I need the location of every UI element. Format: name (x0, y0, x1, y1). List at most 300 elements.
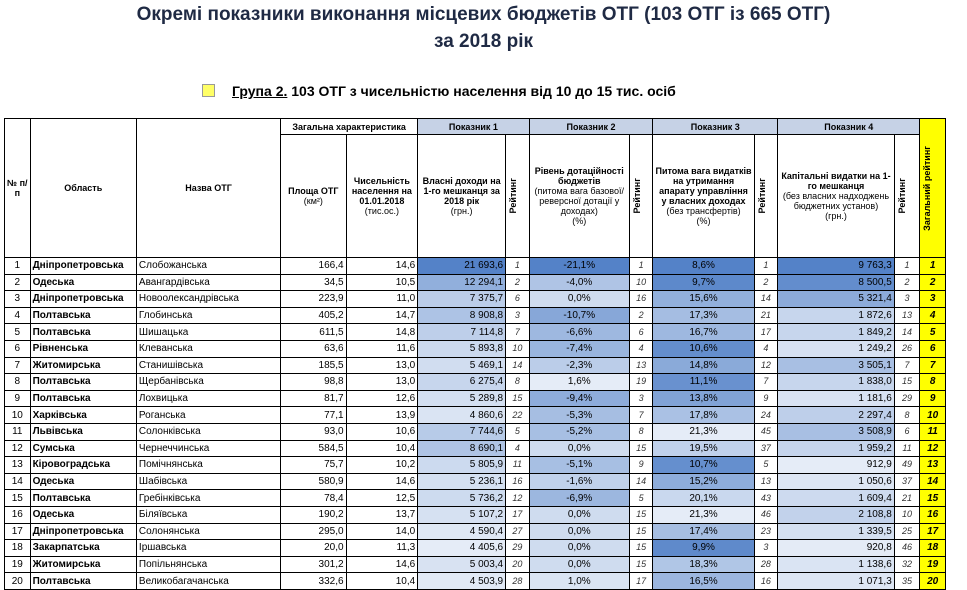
area-cell: 63,6 (281, 340, 346, 357)
admin-share-cell: 16,7% (653, 324, 754, 341)
capex-rating-cell: 35 (894, 573, 920, 590)
table-row (5, 540, 946, 557)
population-cell: 10,4 (346, 440, 418, 457)
own-income-cell: 4 590,4 (418, 523, 506, 540)
row-number: 17 (5, 523, 31, 540)
subsidy-rating-cell: 19 (629, 374, 653, 391)
admin-share-cell: 11,1% (653, 374, 754, 391)
population-cell: 11,0 (346, 291, 418, 308)
total-rating-cell: 2 (920, 274, 946, 291)
subsidy-rating-cell: 9 (629, 457, 653, 474)
header-subsidy-unit: (%) (572, 216, 587, 226)
header-population-label: Чисельність населення на 01.01.2018 (351, 176, 412, 206)
area-cell: 93,0 (281, 423, 346, 440)
own-income-cell: 5 107,2 (418, 506, 506, 523)
capex-cell: 912,9 (778, 457, 895, 474)
own-income-cell: 5 469,1 (418, 357, 506, 374)
header-admin-share (653, 135, 754, 258)
capex-cell: 1 849,2 (778, 324, 895, 341)
own-income-cell: 6 275,4 (418, 374, 506, 391)
table-row (5, 573, 946, 590)
row-number: 10 (5, 407, 31, 424)
population-cell: 10,6 (346, 423, 418, 440)
population-cell: 10,5 (346, 274, 418, 291)
own-income-rating-cell: 11 (506, 457, 530, 474)
row-number: 11 (5, 423, 31, 440)
admin-share-rating-cell: 17 (754, 324, 778, 341)
subsidy-rating-cell: 15 (629, 523, 653, 540)
subsidy-cell: -7,4% (529, 340, 629, 357)
admin-share-cell: 18,3% (653, 556, 754, 573)
capex-rating-cell: 29 (894, 390, 920, 407)
admin-share-cell: 10,6% (653, 340, 754, 357)
subsidy-cell: 0,0% (529, 440, 629, 457)
subsidy-cell: -6,9% (529, 490, 629, 507)
own-income-cell: 4 503,9 (418, 573, 506, 590)
table-row (5, 291, 946, 308)
capex-cell: 1 249,2 (778, 340, 895, 357)
row-number: 19 (5, 556, 31, 573)
area-cell: 584,5 (281, 440, 346, 457)
own-income-cell: 7 375,7 (418, 291, 506, 308)
oblast-cell: Полтавська (30, 490, 136, 507)
otg-name-cell: Роганська (136, 407, 280, 424)
otg-name-cell: Помічнянська (136, 457, 280, 474)
table-row (5, 357, 946, 374)
capex-cell: 1 181,6 (778, 390, 895, 407)
area-cell: 81,7 (281, 390, 346, 407)
capex-rating-cell: 46 (894, 540, 920, 557)
header-indicator-3: Показник 3 (653, 119, 778, 135)
own-income-cell: 4 405,6 (418, 540, 506, 557)
otg-name-cell: Слобожанська (136, 258, 280, 275)
subsidy-cell: 1,6% (529, 374, 629, 391)
own-income-rating-cell: 15 (506, 390, 530, 407)
group-color-marker (202, 84, 215, 97)
header-name: Назва ОТГ (136, 119, 280, 258)
otg-name-cell: Солонківська (136, 423, 280, 440)
own-income-rating-cell: 22 (506, 407, 530, 424)
admin-share-rating-cell: 12 (754, 357, 778, 374)
subsidy-cell: 0,0% (529, 523, 629, 540)
header-general: Загальна характеристика (281, 119, 418, 135)
subsidy-cell: 0,0% (529, 291, 629, 308)
total-rating-cell: 20 (920, 573, 946, 590)
subsidy-cell: -1,6% (529, 473, 629, 490)
area-cell: 332,6 (281, 573, 346, 590)
capex-cell: 1 609,4 (778, 490, 895, 507)
area-cell: 34,5 (281, 274, 346, 291)
header-total-rating-label: Загальний рейтинг (922, 145, 933, 231)
admin-share-cell: 15,2% (653, 473, 754, 490)
population-cell: 13,0 (346, 357, 418, 374)
admin-share-rating-cell: 3 (754, 540, 778, 557)
total-rating-cell: 9 (920, 390, 946, 407)
oblast-cell: Одеська (30, 506, 136, 523)
capex-rating-cell: 32 (894, 556, 920, 573)
header-subsidy-label: Рівень дотаційності бюджетів (534, 166, 624, 186)
own-income-cell: 7 744,6 (418, 423, 506, 440)
admin-share-rating-cell: 43 (754, 490, 778, 507)
table-row (5, 307, 946, 324)
otg-name-cell: Шишацька (136, 324, 280, 341)
own-income-rating-cell: 28 (506, 573, 530, 590)
subsidy-cell: -10,7% (529, 307, 629, 324)
group-text: 103 ОТГ з чисельністю населення від 10 до 15 тис. осіб (287, 83, 676, 99)
total-rating-cell: 5 (920, 324, 946, 341)
subsidy-cell: -4,0% (529, 274, 629, 291)
total-rating-cell: 12 (920, 440, 946, 457)
admin-share-cell: 9,9% (653, 540, 754, 557)
otg-name-cell: Біляївська (136, 506, 280, 523)
population-cell: 10,4 (346, 573, 418, 590)
header-indicator-2: Показник 2 (529, 119, 653, 135)
row-number: 6 (5, 340, 31, 357)
total-rating-cell: 7 (920, 357, 946, 374)
admin-share-rating-cell: 23 (754, 523, 778, 540)
capex-cell: 920,8 (778, 540, 895, 557)
capex-rating-cell: 6 (894, 423, 920, 440)
header-subsidy-note: (питома вага базової/ реверсної дотації у доходах) (534, 186, 624, 216)
row-number: 15 (5, 490, 31, 507)
subsidy-rating-cell: 10 (629, 274, 653, 291)
table-body (5, 258, 946, 590)
otg-name-cell: Чернеччинська (136, 440, 280, 457)
table-row (5, 473, 946, 490)
header-population-unit: (тис.ос.) (364, 206, 399, 216)
own-income-cell: 12 294,1 (418, 274, 506, 291)
table-row (5, 324, 946, 341)
oblast-cell: Харківська (30, 407, 136, 424)
own-income-rating-cell: 3 (506, 307, 530, 324)
admin-share-rating-cell: 28 (754, 556, 778, 573)
own-income-cell: 7 114,8 (418, 324, 506, 341)
oblast-cell: Дніпропетровська (30, 258, 136, 275)
subsidy-rating-cell: 3 (629, 390, 653, 407)
subsidy-cell: -5,3% (529, 407, 629, 424)
subsidy-rating-cell: 17 (629, 573, 653, 590)
own-income-rating-cell: 20 (506, 556, 530, 573)
header-own-income (418, 135, 506, 258)
population-cell: 10,2 (346, 457, 418, 474)
total-rating-cell: 14 (920, 473, 946, 490)
row-number: 12 (5, 440, 31, 457)
row-number: 5 (5, 324, 31, 341)
area-cell: 98,8 (281, 374, 346, 391)
header-population (346, 135, 418, 258)
otg-name-cell: Станишівська (136, 357, 280, 374)
header-rating-3-label: Рейтинг (756, 178, 767, 214)
oblast-cell: Полтавська (30, 307, 136, 324)
row-number: 18 (5, 540, 31, 557)
header-capex-unit: (грн.) (825, 211, 847, 221)
admin-share-cell: 10,7% (653, 457, 754, 474)
header-capex-label: Капітальні видатки на 1-го мешканця (781, 171, 891, 191)
header-rating-4 (894, 135, 920, 258)
table-row (5, 490, 946, 507)
total-rating-cell: 15 (920, 490, 946, 507)
header-area-unit: (км²) (303, 196, 323, 206)
own-income-cell: 5 893,8 (418, 340, 506, 357)
row-number: 9 (5, 390, 31, 407)
page-title: Окремі показники виконання місцевих бюджетів ОТГ (103 ОТГ із 665 ОТГ) (136, 4, 831, 25)
row-number: 16 (5, 506, 31, 523)
oblast-cell: Полтавська (30, 390, 136, 407)
subsidy-rating-cell: 2 (629, 307, 653, 324)
row-number: 20 (5, 573, 31, 590)
oblast-cell: Житомирська (30, 556, 136, 573)
header-num: № п/п (5, 119, 31, 258)
capex-cell: 1 339,5 (778, 523, 895, 540)
subsidy-cell: 1,0% (529, 573, 629, 590)
area-cell: 78,4 (281, 490, 346, 507)
own-income-rating-cell: 29 (506, 540, 530, 557)
area-cell: 611,5 (281, 324, 346, 341)
capex-rating-cell: 8 (894, 407, 920, 424)
population-cell: 13,9 (346, 407, 418, 424)
admin-share-rating-cell: 1 (754, 258, 778, 275)
admin-share-rating-cell: 24 (754, 407, 778, 424)
capex-rating-cell: 25 (894, 523, 920, 540)
area-cell: 295,0 (281, 523, 346, 540)
header-admin-share-unit: (%) (696, 216, 711, 226)
row-number: 3 (5, 291, 31, 308)
subsidy-rating-cell: 1 (629, 258, 653, 275)
population-cell: 14,6 (346, 556, 418, 573)
population-cell: 13,7 (346, 506, 418, 523)
own-income-rating-cell: 27 (506, 523, 530, 540)
admin-share-cell: 16,5% (653, 573, 754, 590)
capex-cell: 1 050,6 (778, 473, 895, 490)
subsidy-rating-cell: 13 (629, 357, 653, 374)
capex-cell: 9 763,3 (778, 258, 895, 275)
oblast-cell: Рівненська (30, 340, 136, 357)
capex-rating-cell: 15 (894, 374, 920, 391)
admin-share-cell: 17,8% (653, 407, 754, 424)
header-indicator-4: Показник 4 (778, 119, 920, 135)
capex-rating-cell: 26 (894, 340, 920, 357)
subsidy-rating-cell: 6 (629, 324, 653, 341)
subsidy-cell: -21,1% (529, 258, 629, 275)
admin-share-cell: 13,8% (653, 390, 754, 407)
table-row (5, 258, 946, 275)
group-label: Група 2. (232, 83, 288, 99)
admin-share-rating-cell: 2 (754, 274, 778, 291)
total-rating-cell: 6 (920, 340, 946, 357)
admin-share-cell: 9,7% (653, 274, 754, 291)
otg-name-cell: Попільнянська (136, 556, 280, 573)
subsidy-rating-cell: 15 (629, 540, 653, 557)
subsidy-rating-cell: 4 (629, 340, 653, 357)
population-cell: 11,3 (346, 540, 418, 557)
total-rating-cell: 3 (920, 291, 946, 308)
admin-share-rating-cell: 4 (754, 340, 778, 357)
admin-share-rating-cell: 45 (754, 423, 778, 440)
area-cell: 190,2 (281, 506, 346, 523)
otg-name-cell: Гребінківська (136, 490, 280, 507)
population-cell: 14,6 (346, 258, 418, 275)
oblast-cell: Полтавська (30, 573, 136, 590)
oblast-cell: Дніпропетровська (30, 291, 136, 308)
total-rating-cell: 11 (920, 423, 946, 440)
admin-share-rating-cell: 46 (754, 506, 778, 523)
own-income-rating-cell: 16 (506, 473, 530, 490)
row-number: 8 (5, 374, 31, 391)
own-income-rating-cell: 1 (506, 258, 530, 275)
otg-name-cell: Іршавська (136, 540, 280, 557)
row-number: 7 (5, 357, 31, 374)
subsidy-cell: -2,3% (529, 357, 629, 374)
header-capex-note: (без власних надходжень бюджетних установ) (782, 191, 890, 211)
subsidy-cell: 0,0% (529, 540, 629, 557)
table-row (5, 506, 946, 523)
admin-share-cell: 14,8% (653, 357, 754, 374)
capex-cell: 8 500,5 (778, 274, 895, 291)
area-cell: 75,7 (281, 457, 346, 474)
header-rating-2 (629, 135, 653, 258)
header-area (281, 135, 346, 258)
own-income-cell: 5 736,2 (418, 490, 506, 507)
table-row (5, 523, 946, 540)
own-income-rating-cell: 12 (506, 490, 530, 507)
subsidy-rating-cell: 15 (629, 506, 653, 523)
capex-rating-cell: 21 (894, 490, 920, 507)
area-cell: 20,0 (281, 540, 346, 557)
admin-share-cell: 19,5% (653, 440, 754, 457)
table-row (5, 440, 946, 457)
area-cell: 77,1 (281, 407, 346, 424)
oblast-cell: Львівська (30, 423, 136, 440)
oblast-cell: Одеська (30, 274, 136, 291)
total-rating-cell: 18 (920, 540, 946, 557)
capex-cell: 5 321,4 (778, 291, 895, 308)
own-income-rating-cell: 7 (506, 324, 530, 341)
population-cell: 14,6 (346, 473, 418, 490)
otg-name-cell: Глобинська (136, 307, 280, 324)
capex-cell: 1 838,0 (778, 374, 895, 391)
capex-rating-cell: 14 (894, 324, 920, 341)
capex-rating-cell: 2 (894, 274, 920, 291)
header-total-rating (920, 119, 946, 258)
subsidy-rating-cell: 8 (629, 423, 653, 440)
header-admin-share-label: Питома вага видатків на утримання апарату управління у власних доходах (655, 166, 752, 206)
total-rating-cell: 19 (920, 556, 946, 573)
capex-cell: 1 959,2 (778, 440, 895, 457)
population-cell: 12,6 (346, 390, 418, 407)
subsidy-rating-cell: 7 (629, 407, 653, 424)
header-rating-1-label: Рейтинг (508, 178, 519, 214)
capex-rating-cell: 49 (894, 457, 920, 474)
capex-rating-cell: 1 (894, 258, 920, 275)
admin-share-cell: 17,4% (653, 523, 754, 540)
own-income-cell: 5 236,1 (418, 473, 506, 490)
area-cell: 301,2 (281, 556, 346, 573)
capex-cell: 3 508,9 (778, 423, 895, 440)
capex-cell: 2 108,8 (778, 506, 895, 523)
total-rating-cell: 10 (920, 407, 946, 424)
population-cell: 12,5 (346, 490, 418, 507)
admin-share-rating-cell: 5 (754, 457, 778, 474)
admin-share-rating-cell: 14 (754, 291, 778, 308)
own-income-cell: 5 805,9 (418, 457, 506, 474)
otg-name-cell: Шабівська (136, 473, 280, 490)
population-cell: 13,0 (346, 374, 418, 391)
total-rating-cell: 17 (920, 523, 946, 540)
admin-share-cell: 21,3% (653, 506, 754, 523)
header-own-income-label: Власні доходи на 1-го мешканця за 2018 рік (422, 176, 501, 206)
table-row (5, 556, 946, 573)
row-number: 2 (5, 274, 31, 291)
area-cell: 185,5 (281, 357, 346, 374)
own-income-rating-cell: 8 (506, 374, 530, 391)
admin-share-rating-cell: 37 (754, 440, 778, 457)
otg-name-cell: Великобагачанська (136, 573, 280, 590)
capex-rating-cell: 11 (894, 440, 920, 457)
header-rating-3 (754, 135, 778, 258)
own-income-rating-cell: 10 (506, 340, 530, 357)
subsidy-cell: 0,0% (529, 556, 629, 573)
oblast-cell: Одеська (30, 473, 136, 490)
subsidy-cell: -6,6% (529, 324, 629, 341)
otg-name-cell: Лохвицька (136, 390, 280, 407)
own-income-rating-cell: 17 (506, 506, 530, 523)
area-cell: 223,9 (281, 291, 346, 308)
header-admin-share-note: (без трансфертів) (666, 206, 741, 216)
header-capex (778, 135, 895, 258)
own-income-rating-cell: 14 (506, 357, 530, 374)
capex-cell: 2 297,4 (778, 407, 895, 424)
row-number: 1 (5, 258, 31, 275)
otg-name-cell: Авангардівська (136, 274, 280, 291)
own-income-rating-cell: 4 (506, 440, 530, 457)
admin-share-rating-cell: 16 (754, 573, 778, 590)
header-row-groups (5, 119, 946, 135)
admin-share-rating-cell: 13 (754, 473, 778, 490)
own-income-cell: 4 860,6 (418, 407, 506, 424)
capex-rating-cell: 13 (894, 307, 920, 324)
admin-share-cell: 17,3% (653, 307, 754, 324)
capex-cell: 1 071,3 (778, 573, 895, 590)
subsidy-cell: -5,2% (529, 423, 629, 440)
admin-share-rating-cell: 7 (754, 374, 778, 391)
indicators-table (4, 118, 946, 590)
subsidy-rating-cell: 16 (629, 291, 653, 308)
population-cell: 14,8 (346, 324, 418, 341)
subsidy-cell: -5,1% (529, 457, 629, 474)
admin-share-cell: 20,1% (653, 490, 754, 507)
population-cell: 14,0 (346, 523, 418, 540)
group-heading (202, 83, 676, 99)
header-subsidy (529, 135, 629, 258)
own-income-cell: 5 289,8 (418, 390, 506, 407)
oblast-cell: Кіровоградська (30, 457, 136, 474)
row-number: 14 (5, 473, 31, 490)
own-income-cell: 5 003,4 (418, 556, 506, 573)
capex-cell: 1 138,6 (778, 556, 895, 573)
row-number: 13 (5, 457, 31, 474)
table-row (5, 423, 946, 440)
subsidy-rating-cell: 15 (629, 556, 653, 573)
capex-rating-cell: 10 (894, 506, 920, 523)
header-oblast: Область (30, 119, 136, 258)
capex-rating-cell: 7 (894, 357, 920, 374)
total-rating-cell: 4 (920, 307, 946, 324)
capex-cell: 1 872,6 (778, 307, 895, 324)
subsidy-cell: 0,0% (529, 506, 629, 523)
own-income-rating-cell: 5 (506, 423, 530, 440)
table-row (5, 457, 946, 474)
oblast-cell: Полтавська (30, 324, 136, 341)
